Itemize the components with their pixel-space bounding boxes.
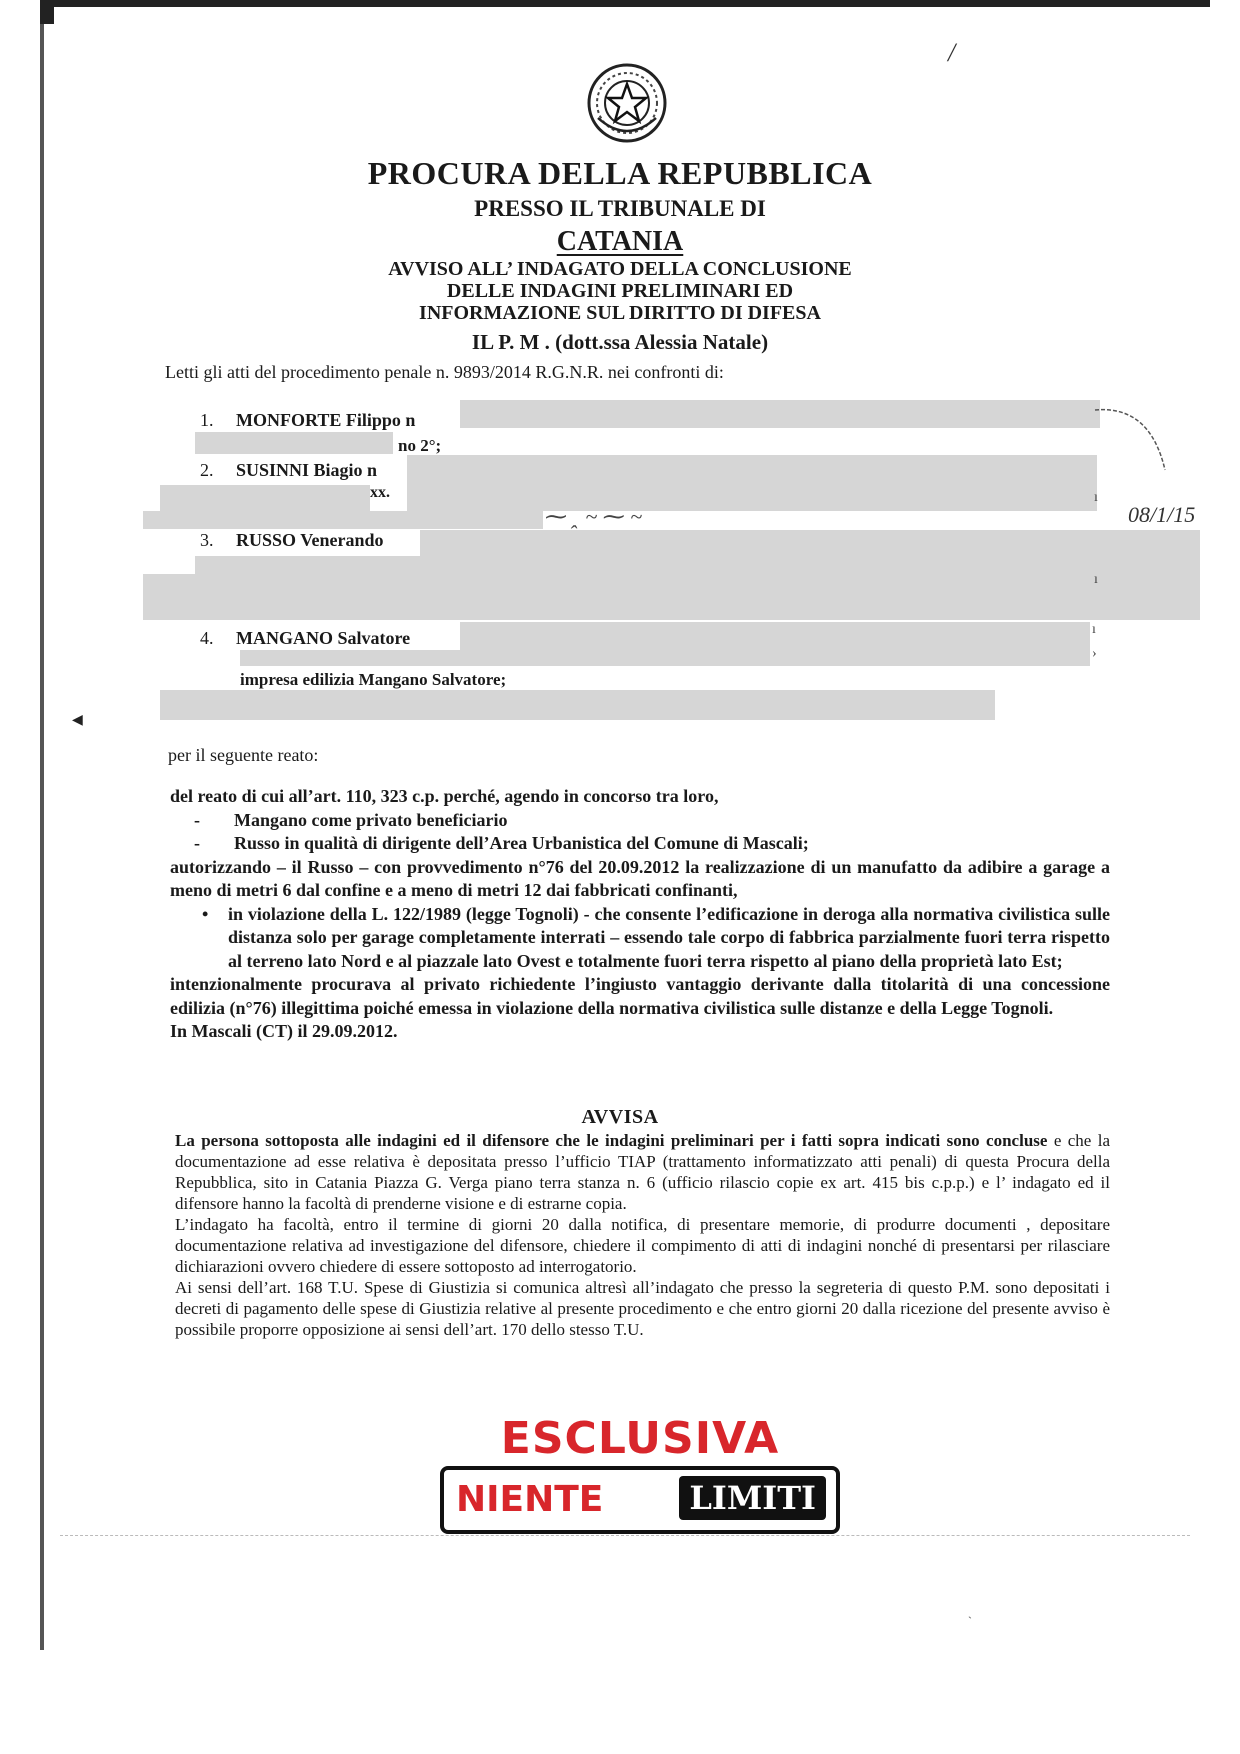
redaction-block [160, 690, 995, 720]
stamp-top-text: ESCLUSIVA [500, 1413, 780, 1464]
avvisa-paragraph: Ai sensi dell’art. 168 T.U. Spese di Giustizia si comunica altresì all’indagato che presso la segreteria di questo P.M. sono depositati i decreti di pagamento delle spese di Giustizia relative al presente procedimento e che entro giorni 20 dalla ricezione del presente avviso è possibile proporre opposizione ai sensi dell’art. 170 dello stesso T.U. [175, 1278, 1110, 1339]
redaction-block [460, 400, 1100, 428]
party-fragment: n [367, 460, 378, 480]
redaction-block [240, 650, 1090, 666]
party-item [200, 460, 377, 481]
party-item [200, 410, 415, 431]
avvisa-paragraph-bold: La persona sottoposta alle indagini ed il difensore che le indagini preliminari per i fatti sopra indicati sono concluse [175, 1131, 1048, 1150]
stamp-arc-mark [1090, 400, 1180, 490]
scan-edge-top [40, 0, 1210, 7]
charge-opening: del reato di cui all’art. 110, 323 c.p. perché, agendo in concorso tra loro, [170, 786, 719, 806]
redaction-block [460, 622, 1090, 650]
party-name: MANGANO Salvatore [236, 628, 411, 648]
party-number: 3. [200, 530, 214, 550]
footer-rule [60, 1535, 1190, 1536]
office-title: PROCURA DELLA REPUBBLICA [367, 155, 873, 191]
redaction-block [160, 485, 370, 511]
margin-mark: › [1092, 646, 1097, 661]
handwritten-date: 08/1/15 [1128, 502, 1196, 527]
margin-mark: ı [1092, 622, 1096, 637]
notice-title-line: INFORMAZIONE SUL DIRITTO DI DIFESA [419, 302, 821, 324]
party-name: RUSSO Venerando [236, 530, 384, 550]
charge-intent: intenzionalmente procurava al privato richiedente l’ingiusto vantaggio derivante dalla titolarità di una concessione edilizia (n°76) illegittima poiché emessa in violazione della normativa civilistica sulle distanze e della Legge Tognoli. [170, 974, 1110, 1018]
redaction-block [420, 530, 1200, 556]
stamp-box [440, 1466, 840, 1534]
charge-dash-item: - Mangano come privato beneficiario [194, 809, 508, 830]
party-name: MONFORTE Filippo [236, 410, 401, 430]
avvisa-paragraph: L’indagato ha facoltà, entro il termine di giorni 20 dalla notifica, di presentare memorie, di produrre documenti , depositare documentazione relativa ad investigazione del difensore, chiedere il compimento di atti di indagini nonché di presentarsi per rilasciare dichiarazioni ovvero chiedere di essere sottoposto ad interrogatorio. [175, 1215, 1110, 1276]
prosecutor-name: IL P. M . (dott.ssa Alessia Natale) [471, 330, 769, 354]
redaction-block [407, 455, 1097, 511]
watermark-stamp [440, 1414, 840, 1532]
charge-dash-item: - Russo in qualità di dirigente dell’Area Urbanistica del Comune di Mascali; [194, 833, 809, 853]
charge-dash-text: Mangano come privato beneficiario [234, 809, 508, 830]
avvisa-paragraph-rest: e che la documentazione ad esse relativa è depositata presso l’ufficio TIAP (trattamento informatizzato atti penali) di questa Procura della Repubblica, sito in Catania Piazza G. Verga piano terra stanza n. 6 (ufficio rilascio copie ex art. 415 bis c.p.p.) e l’ indagato ed il difensore hanno la facoltà di prenderne visione e di estrarne copia. [175, 1131, 1110, 1213]
offense-intro: per il seguente reato: [168, 745, 319, 765]
redaction-block [143, 574, 1200, 620]
redaction-block [195, 432, 393, 454]
office-subtitle: PRESSO IL TRIBUNALE DI [474, 196, 766, 221]
charge-text [170, 785, 1110, 1044]
margin-mark: ı [1094, 490, 1098, 505]
charge-authorizing: autorizzando – il Russo – con provvedimento n°76 del 20.09.2012 la realizzazione di un manufatto da adibire a garage a meno di metri 6 dal confine e a meno di metri 12 dai fabbricati confinanti, [170, 856, 1110, 900]
notice-title-line: AVVISO ALL’ INDAGATO DELLA CONCLUSIONE [388, 258, 852, 280]
charge-dash-text: Russo in qualità di dirigente dell’Area Urbanistica del Comune di Mascali; [234, 833, 809, 853]
office-city: CATANIA [556, 226, 684, 257]
charge-bullet-text: in violazione della L. 122/1989 (legge Tognoli) - che consente l’edificazione in deroga alla normativa civilistica sulle distanza solo per garage completamente interrati – essendo tale corpo di fabbrica parzialmente fuori terra rispetto al terreno lato Nord e al piazzale lato Ovest e totalmente fuori terra rispetto al piano della proprietà lato Est; [228, 903, 1110, 971]
stamp-right-text: LIMITI [679, 1476, 826, 1520]
handwritten-scribble: ⁓ ꞈ ~ ⁓ ~ [545, 504, 643, 529]
republic-emblem-icon [584, 60, 670, 146]
party-detail: xx. [370, 484, 390, 501]
avvisa-heading: AVVISA [581, 1106, 659, 1128]
redaction-block [195, 556, 1200, 574]
margin-mark: ˏ [968, 1605, 972, 1619]
avvisa-paragraph [175, 1130, 1110, 1214]
margin-mark: ı [1094, 572, 1098, 587]
party-fragment: n [405, 410, 416, 430]
party-item [200, 530, 384, 551]
left-arrow-icon: ◀ [72, 713, 83, 728]
party-number: 4. [200, 628, 214, 648]
proceeding-intro: Letti gli atti del procedimento penale n. 9893/2014 R.G.N.R. nei confronti di: [165, 362, 724, 382]
party-detail: no 2°; [398, 436, 442, 455]
party-name: SUSINNI Biagio [236, 460, 363, 480]
scan-edge-corner [40, 0, 54, 24]
charge-place-date: In Mascali (CT) il 29.09.2012. [170, 1021, 398, 1041]
party-number: 1. [200, 410, 214, 430]
party-detail: impresa edilizia Mangano Salvatore; [240, 670, 507, 689]
stamp-left-text: NIENTE [456, 1479, 604, 1520]
party-item [200, 628, 410, 649]
notice-title-line: DELLE INDAGINI PRELIMINARI ED [446, 280, 794, 302]
page-mark: / [948, 38, 956, 67]
avvisa-body [175, 1130, 1110, 1340]
redaction-block [143, 511, 543, 529]
charge-bullet-item: • in violazione della L. 122/1989 (legge Tognoli) - che consente l’edificazione in deroga alla normativa civilistica sulle distanza solo per garage completamente interrati – essendo tale corpo di fabbrica parzialmente fuori terra rispetto al terreno lato Nord e al piazzale lato Ovest e totalmente fuori terra rispetto al piano della proprietà lato Est; [202, 903, 1110, 971]
party-number: 2. [200, 460, 214, 480]
